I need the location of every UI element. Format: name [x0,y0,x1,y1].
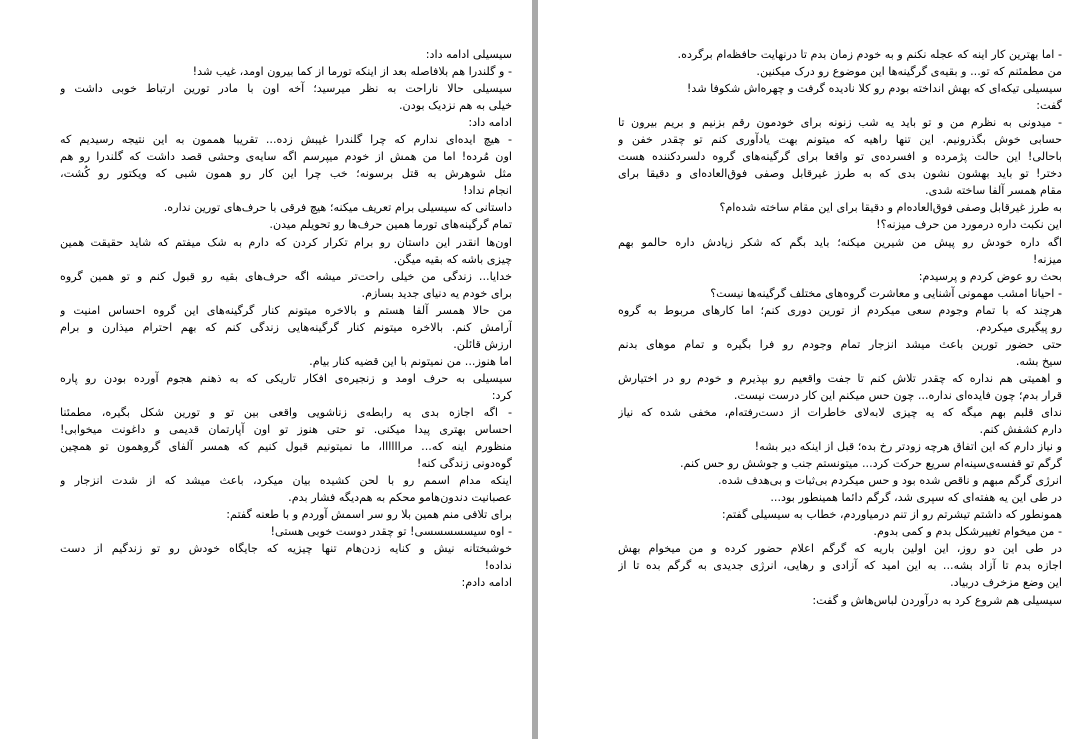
text-line: اجازه بدم تا آزاد بشه... به این امید که آزادی و رهایی، انرژی جدیدی به گرگم بده تا از [618,559,1062,573]
page-right-text [618,46,1062,609]
text-line: بحث رو عوض کردم و پرسیدم: [918,269,1062,283]
text-line: و نیاز دارم که این اتفاق هرچه زودتر رخ بده؛ قبل از اینکه دیر بشه! [754,440,1062,454]
text-line: برای تلافی منم همین بلا رو سر اسمش آوردم و با طعنه گفتم: [226,508,512,522]
text-line: سیسیلی هم شروع کرد به درآوردن لباس‌هاش و گفت: [812,593,1062,607]
text-line: سیسیلی ادامه داد: [425,48,512,61]
page-left [0,0,532,739]
text-line: آرامش کنم. بالاخره میتونم کنار گرگینه‌هایی زندگی کنم که بهم احترام میذارن و برام [60,320,512,334]
text-line: منظورم اینه که... مراااااا، ما نمیتونیم قبول کنیم که همسر آلفای گروهمون تو همچین [60,440,512,454]
text-line: عصبانیت دندون‌هامو محکم به هم‌دیگه فشار بدم. [288,491,512,505]
page-left-text [60,46,512,592]
text-line: سیسیلی به حرف اومد و زنجیره‌ی افکار تاریکی که به ذهنم هجوم آورده بودن رو پاره [60,371,512,385]
text-line: در طی این یه هفته‌ای که سپری شد، گرگم دائما همینطور بود... [770,491,1062,505]
text-line: - هیچ ایده‌ای ندارم که چرا گلندرا غیبش زده... تقریبا هممون به این نتیجه رسیدیم که [60,133,512,147]
text-line: من حالا همسر آلفا هستم و بالاخره میتونم کنار گرگینه‌های این گروه احساس امنیت و [60,303,512,317]
text-line: همونطور که داشتم تیشرتم رو از تنم درمیاوردم، خطاب به سیسیلی گفتم: [721,508,1062,522]
text-line: رو پیگیری میکردم. [975,320,1062,334]
text-line: دختر! تو باید بهشون نشون بدی که به طرز غیرقابل وصفی فوق‌العاده‌ای و دقیقا برای [618,167,1062,181]
text-line: ارزش قائلن. [453,337,512,351]
text-line: تمام گرگینه‌های تورما همین حرف‌ها رو تحویلم میدن. [269,218,512,232]
text-line: اما هنوز... من نمیتونم با این قضیه کنار بیام. [309,354,512,368]
text-line: احساس بهتری پیدا میکنی. تو حتی هنوز تو اون آپارتمان قدیمی و داغونت میخوابی! [60,423,512,437]
text-line: من مطمئنم که تو... و بقیه‌ی گرگینه‌ها این موضوع رو درک میکنین. [756,65,1062,79]
page-right [538,0,1071,739]
text-line: نداده! [484,559,512,573]
text-line: گوه‌دونی زندگی کنه! [416,457,512,471]
text-line: داستانی که سیسیلی برام تعریف میکنه؛ هیچ فرقی با حرف‌های تورین نداره. [163,201,512,215]
text-line: اینکه مدام اسمم رو با لحن کشیده بیان میکرد، باعث میشد که از شدت انزجار و [60,474,512,488]
text-line: به طرز غیرقابل وصفی فوق‌العاده‌ام و دقیقا برای این مقام ساخته شده‌ام؟ [719,201,1062,215]
text-line: ندای قلبم بهم میگه که یه چیزی لابه‌لای خاطرات از دست‌رفته‌ام، مخفی شده که نیاز [618,405,1062,419]
text-line: - و گلندرا هم بلافاصله بعد از اینکه تورما از کما بیرون اومد، غیب شد! [192,65,512,79]
text-line: و اهمیتی هم نداره که چقدر تلاش کنم تا جفت واقعیم رو بپذیرم و خودم رو در اختیارش [618,371,1062,385]
text-line: باحالی! این حالت پژمرده و افسرده‌ی تو واقعا برای گرگینه‌های گروه دلسردکننده هست [618,150,1062,164]
text-line: مثل شوهرش به قتل برسونه؛ خب چرا این کار رو همون شبی که ویکتور رو کُشت، [60,167,512,181]
text-line: برای خودم یه دنیای جدید بسازم. [361,286,512,300]
text-line: انجام نداد! [463,184,512,198]
text-line: کرد: [491,388,512,402]
text-line: - اوه سیسسسسسی! تو چقدر دوست خوبی هستی! [270,525,512,539]
text-line: - احیانا امشب مهمونی آشنایی و معاشرت گروه‌های مختلف گرگینه‌ها نیست؟ [710,286,1062,300]
text-line: اون مُرده! اما من همش از خودم میپرسم اگه سایه‌ی وحشی قصد داشت که گلندرا رو هم [60,150,512,164]
text-line: - اما بهترین کار اینه که عجله نکنم و به خودم زمان بدم تا درنهایت حافظه‌ام برگرده. [677,48,1062,61]
text-line: این وضع مزخرف دربیاد. [950,576,1062,590]
text-line: میزنه! [1032,252,1062,266]
text-line: در طی این دو روز، این اولین باریه که گرگم اعلام حضور کرده و من میخوام بهش [618,542,1062,556]
text-line: ادامه داد: [468,116,512,130]
text-line: چیزی باشه که بقیه میگن. [393,252,512,266]
text-line: سیسیلی تیکه‌ای که بهش انداخته بودم رو کلا نادیده گرفت و چهره‌اش شکوفا شد! [686,82,1062,96]
text-line: گرگم تو قفسه‌ی‌سینه‌ام سریع حرکت کرد... میتونستم جنب و جوشش رو حس کنم. [679,457,1062,471]
text-line: گفت: [1036,99,1062,113]
text-line: قرار بدم؛ چون فایده‌ای نداره... چون حس میکنم این کار درست نیست. [733,388,1062,402]
text-line: خیلی به هم نزدیک بودن. [398,99,512,113]
text-line: سیسیلی حالا ناراحت به نظر میرسید؛ آخه اون با مادر تورین ارتباط خوبی داشت و [60,82,512,96]
text-line: اون‌ها انقدر این داستان رو برام تکرار کردن که دارم به شک میفتم که شاید حقیقت همین [60,235,512,249]
text-line: این نکبت داره درمورد من حرف میزنه؟! [876,218,1062,232]
text-line: هرچند که با تمام وجودم سعی میکردم از تورین دوری کنم؛ اما کارهای مربوط به گروه [618,303,1062,317]
text-line: دارم کشفش کنم. [979,423,1062,437]
text-line: - اگه اجازه بدی یه رابطه‌ی زناشویی واقعی بین تو و تورین شکل بگیره، مطمئنا [60,405,512,419]
text-line: - من میخوام تغییرشکل بدم و کمی بدوم. [873,525,1062,539]
text-line: خوشبختانه نیش و کنایه زدن‌هام تنها چیزیه که جایگاه خودش رو تو زندگیم از دست [60,542,512,556]
text-line: حسابی خوش بگذرونیم. این تنها راهیه که میتونم بهت یادآوری کنم تو چقدر خفن و [618,133,1062,147]
text-line: - میدونی به نظرم من و تو باید یه شب زنونه برای خودمون رقم بزنیم و بریم بیرون تا [618,116,1062,130]
text-line: ادامه دادم: [461,576,512,590]
text-line: حتی حضور تورین باعث میشد انزجار تمام وجودم رو فرا بگیره و تمام موهای بدنم [618,337,1062,351]
text-line: سیخ بشه. [1015,354,1062,368]
text-line: انرژی گرگم مبهم و ناقص شده بود و حس میکردم بی‌ثبات و بی‌هدف شده. [718,474,1062,488]
text-line: خدایا... زندگی من خیلی راحت‌تر میشه اگه حرف‌های بقیه رو قبول کنم و تو همین گروه [60,269,512,283]
text-line: مقام همسر آلفا ساخته شدی. [925,184,1062,198]
text-line: اگه داره خودش رو پیش من شیرین میکنه؛ باید بگم که شکر زیادش داره حالمو بهم [618,235,1062,249]
